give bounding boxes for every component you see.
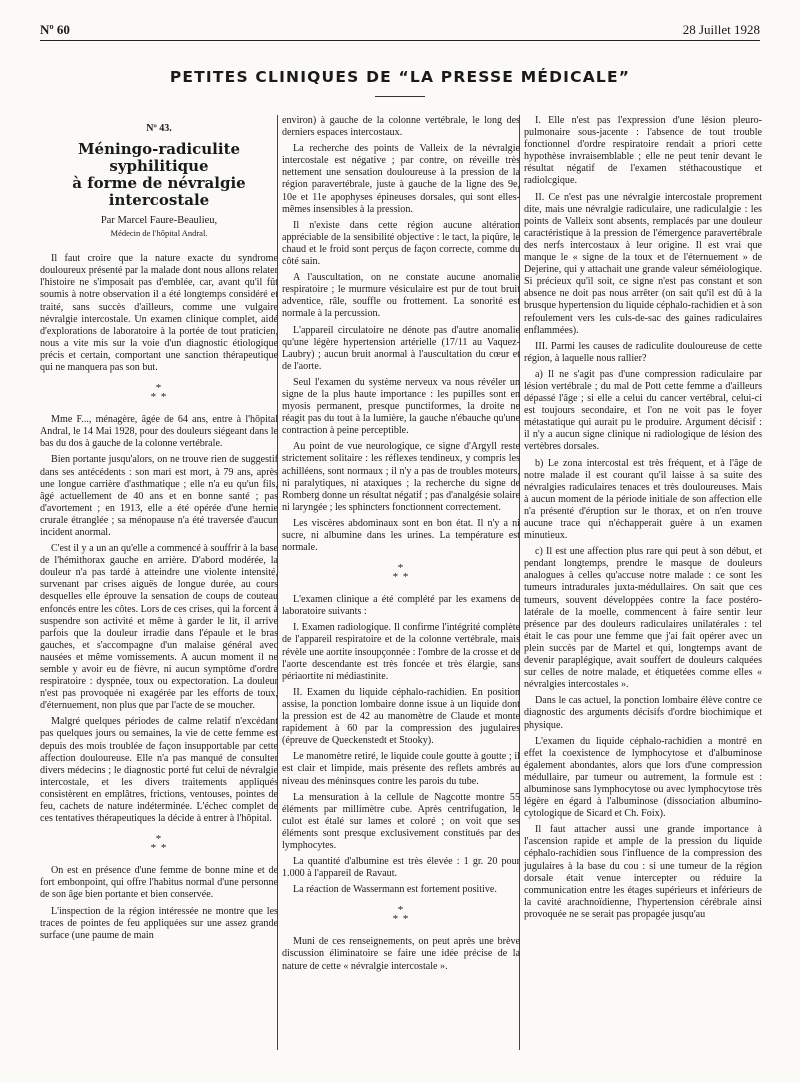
page-header — [40, 22, 760, 38]
section-stars: * * * — [392, 562, 410, 584]
article-title — [40, 141, 278, 209]
section-stars: * * * — [150, 833, 168, 855]
section-stars: * * * — [392, 904, 410, 926]
paragraph: Mme F..., ménagère, âgée de 64 ans, entre à l'hôpital Andral, le 14 Mai 1928, pour des douleurs siégeant dans le bas du dos à gauche de la colonne vertébrale. — [40, 414, 278, 450]
paragraph: Il faut attacher aussi une grande importance à l'ascension rapide et ample de la pression du liquide céphalo-rachidien sous l'influence de la compression des jugulaires à la base du cou : si une tumeur de la région dorsale était venue intercepter ou réduire la communication entre les étages supérieurs et inférieurs de la cavité arachnoïdienne, l'hypertension cérébrale ainsi provoquée ne se serait pas propagée jusqu'au — [524, 824, 762, 920]
paragraph: environ) à gauche de la colonne vertébrale, le long des derniers espaces intercostaux. — [282, 115, 520, 139]
title-line: à forme de névralgie intercostale — [72, 174, 246, 210]
paragraph: c) Il est une affection plus rare qui peut à son début, et pendant longtemps, prendre le masque de douleurs analogues à celles qu'accuse notre malade : ce sont les tumeurs intradurales juxta-médullaires. On sait que ces tumeurs, souvent développées contre la face postéro-latérale de la moelle, commencent à faire sentir leur présence par des douleurs radiculaires unilatérales : tel était le cas pour une femme que j'ai fait opérer avec un plein succès par de Martel et qui, longtemps avant de devenir paraplégique, avait souffert de douleurs calquées sur celles de notre malade, et étiquetées comme elles « névralgies intercostales ». — [524, 546, 762, 691]
paragraph: L'inspection de la région intéressée ne montre que les traces de pointes de feu appliquées sur une assez grande surface (une paume de main — [40, 905, 278, 941]
issue-date: 28 Juillet 1928 — [682, 22, 760, 37]
paragraph: Les viscères abdominaux sont en bon état. Il n'y a ni sucre, ni albumine dans les urines. La température est normale. — [282, 517, 520, 554]
paragraph: II. Ce n'est pas une névralgie intercostale proprement dite, mais une névralgie radiculaire, une radiculalgie : les points de Valleix sont absents, remplacés par une douleur caractéristique à la pression de l'émergence paravertébrale des nerfs intercostaux à leur origine. Il est vrai que manque le « signe de la toux et de l'éternuement » de Dejerine, qui y attachait une grande valeur séméiologique. Si précieux qu'il soit, ce signe n'est pas constant et son absence ne doit pas nous arrêter (on sait qu'il est dû à la brusque hypertension du liquide céphalo-rachidien et à son refoulement vers les culs-de-sac des gaines radiculaires enflammées). — [524, 191, 762, 336]
paragraph: La recherche des points de Valleix de la névralgie intercostale est négative ; par contre, on réveille très nettement une sensation douloureuse à la pression de la région paravertébrale, juste à gauche de la ligne des 9e, 10e et 11e apophyses épineuses dorsales, qui sont elles-mêmes insensibles à la pression. — [282, 143, 520, 215]
header-rule — [40, 40, 760, 41]
paragraph: II. Examen du liquide céphalo-rachidien. En position assise, la ponction lombaire donne issue à un liquide dont la pression est de 42 au manomètre de Claude et monte rapidement à 60 par la compression des jugulaires (épreuve de Queckenstedt et Stooky). — [282, 686, 520, 747]
section-banner: PETITES CLINIQUES DE “LA PRESSE MÉDICALE” — [169, 68, 631, 86]
title-line: syphilitique — [109, 157, 209, 176]
paragraph: III. Parmi les causes de radiculite douloureuse de cette région, à laquelle nous rallier? — [524, 340, 762, 364]
paragraph: Bien portante jusqu'alors, on ne trouve rien de suggestif dans ses antécédents : son mari est mort, à 79 ans, après une longue carrière d'asthmatique ; elle n'a eu qu'un fils, âgé actuellement de 40 ans et en bonne santé ; pas d'avortement ; en 1913, elle a été opérée d'une hernie crurale étranglée ; sa ménopause n'a été traversée d'aucun incident anormal. — [40, 454, 278, 538]
paragraph: La quantité d'albumine est très élevée : 1 gr. 20 pour 1.000 à l'appareil de Ravaut. — [282, 856, 520, 880]
column-1 — [40, 115, 278, 942]
author-affiliation: Médecin de l'hôpital Andral. — [110, 228, 208, 239]
paragraph: I. Elle n'est pas l'expression d'une lésion pleuro-pulmonaire sous-jacente : l'absence de tout trouble fonctionnel d'ordre respiratoire rendait a priori cette hypothèse invraisemblable ; elle ne peut tenir devant le résultat négatif de l'examen stéthacoustique et radiolcgique. — [524, 115, 762, 187]
paragraph: Seul l'examen du système nerveux va nous révéler un signe de la plus haute importance : les pupilles sont en myosis permanent, presque punctiformes, la droite ne réagit pas du tout à la lumière, la gauche n'ébauche qu'une contraction à peine perceptible. — [282, 376, 520, 437]
paragraph: Muni de ces renseignements, on peut après une brève discussion éliminatoire se faire une idée précise de la nature de cette « névralgie intercostale ». — [282, 936, 520, 972]
article-number: Nº 43. — [146, 123, 172, 134]
paragraph: A l'auscultation, on ne constate aucune anomalie respiratoire ; le murmure vésiculaire est pur de tout bruit adventice, râle, souffle ou frottement. La sonorité est normale à la percussion. — [282, 272, 520, 320]
section-stars: * * * — [150, 382, 168, 404]
paragraph: L'appareil circulatoire ne dénote pas d'autre anomalie qu'une légère hypertension artérielle (17/11 au Vaquez-Laubry) ; aucun bruit anormal à l'auscultation du cœur et de l'aorte. — [282, 324, 520, 372]
paragraph: On est en présence d'une femme de bonne mine et de fort embonpoint, qui offre l'habitus normal d'une personne de son âge bien portante et bien conservée. — [40, 865, 278, 901]
issue-number: Nº 60 — [40, 22, 70, 37]
paragraph: Il n'existe dans cette région aucune altération appréciable de la sensibilité objective : le tact, la piqûre, le chaud et le froid sont perçus de façon correcte, comme du côté sain. — [282, 219, 520, 268]
paragraph: L'examen du liquide céphalo-rachidien a montré en effet la coexistence de lymphocytose et d'albuminose également abondantes, alors que lors d'une compression médullaire, par tumeur ou autrement, la formule est : albuminose sans lymphocytose ou avec lymphocytose très légère en égard à l'albuminose (dissociation albumino-cytologique de Sicard et Ch. Foix). — [524, 735, 762, 820]
paragraph: b) Le zona intercostal est très fréquent, et à l'âge de notre malade il est courant qu'il laisse à sa suite des névralgies radiculaires tenaces et très douloureuses. Mais à aucun moment de la période initiale de son affection elle n'a présenté d'éruption sur le thorax, et on n'en trouve aucune trace qui n'échapperait guère à un examen minutieux. — [524, 457, 762, 542]
paragraph: I. Examen radiologique. Il confirme l'intégrité complète de l'appareil respiratoire et de la colonne vertébrale, mais révèle une aortite insoupçonnée : l'ombre de la crosse et de l'aorte descendante est très foncée et très élargie, sans périaortite ni médiastinite. — [282, 622, 520, 682]
paragraph: La réaction de Wassermann est fortement positive. — [293, 884, 497, 896]
paragraph: Il faut croire que la nature exacte du syndrome douloureux présenté par la malade dont nous allons relater l'histoire ne s'imposait pas d'emblée, car, avant qu'il fût soumis à notre observation il a été longtemps considéré et traité, sans succès d'ailleurs, comme une vulgaire névralgie intercostale. Un examen clinique complet, aidé d'explorations de laboratoire à la portée de tout praticien, nous a vite mis sur la voie d'un diagnostic étiologique précis et certain, comportant une sanction thérapeutique qui ne manquera pas son but. — [40, 253, 278, 374]
paragraph: Malgré quelques périodes de calme relatif n'excédant pas quelques jours ou semaines, la vie de cette femme est depuis des mois troublée de façon insupportable par cette affection douloureuse. Elle n'a pas manqué de consulter divers médecins ; le diagnostic porté fut celui de névralgie intercostale, et les divers traitements appliqués consistèrent en emplâtres, frictions, ventouses, pointes de feu, cachets de nature indéterminée. L'échec complet de ces tentatives thérapeutiques la décide à entrer à l'hôpital. — [40, 716, 278, 825]
paragraph: La mensuration à la cellule de Nagcotte montre 55 éléments par millimètre cube. Après centrifugation, le culot est étalé sur lames et coloré ; on voit que ses éléments sont presque exclusivement constitués par des lymphocytes. — [282, 791, 520, 851]
column-2 — [282, 115, 520, 973]
paragraph: a) Il ne s'agit pas d'une compression radiculaire par lésion vertébrale ; du mal de Pott cette femme a d'ailleurs dépassé l'âge ; si elle a celui du cancer vertébral, celui-ci est toujours secondaire, et l'on ne voit pas le foyer métastatique qui aurait pu le produire. Argument décisif : il n'y a aucun signe clinique ni radiologique de lésion des vertèbres dorsales. — [524, 368, 762, 453]
paragraph: L'examen clinique a été complété par les examens de laboratoire suivants : — [282, 594, 520, 618]
paragraph: C'est il y a un an qu'elle a commencé à souffrir à la base de l'hémithorax gauche en arrière. D'abord modérée, la douleur n'a pas tardé à atteindre une violente intensité, survenant par crises aiguës de longue durée, au cours desquelles elle éprouve la sensation de coups de couteau enfoncés entre les côtes. Lors de ces crises, qui la forcent à suspendre son activité et même à garder le lit, il arrive parfois que la douleur irradie dans l'épaule et le bras gauches, et s'accompagne d'un malaise général avec nausées et même vomissements. A aucun moment il ne semble y avoir eu de fièvre, ni aucun symptôme d'ordre respiratoire : dyspnée, toux ou expectoration. La douleur n'est pas provoquée ni exagérée par les efforts de toux, d'éternuement, non plus que par l'acte de se moucher. — [40, 543, 278, 712]
paragraph: Au point de vue neurologique, ce signe d'Argyll reste strictement solitaire : les réflexes tendineux, y compris les achilléens, sont normaux ; il n'y a pas de troubles moteurs, ni paralytiques, ni ataxiques ; la recherche du signe de Romberg donne un résultat négatif ; pas d'analgésie solaire ni laryngée ; les sphincters fonctionnent correctement. — [282, 441, 520, 513]
banner-rule — [375, 96, 425, 97]
title-line: Méningo-radiculite — [77, 140, 241, 159]
column-3 — [524, 115, 762, 921]
article-author: Par Marcel Faure-Beaulieu, — [100, 215, 218, 227]
paragraph: Le manomètre retiré, le liquide coule goutte à goutte ; il est clair et limpide, mais présente des reflets ambrés au niveau des méninsques contre les parois du tube. — [282, 751, 520, 787]
paragraph: Dans le cas actuel, la ponction lombaire élève contre ce diagnostic des arguments décisifs d'ordre biochimique et physique. — [524, 695, 762, 731]
